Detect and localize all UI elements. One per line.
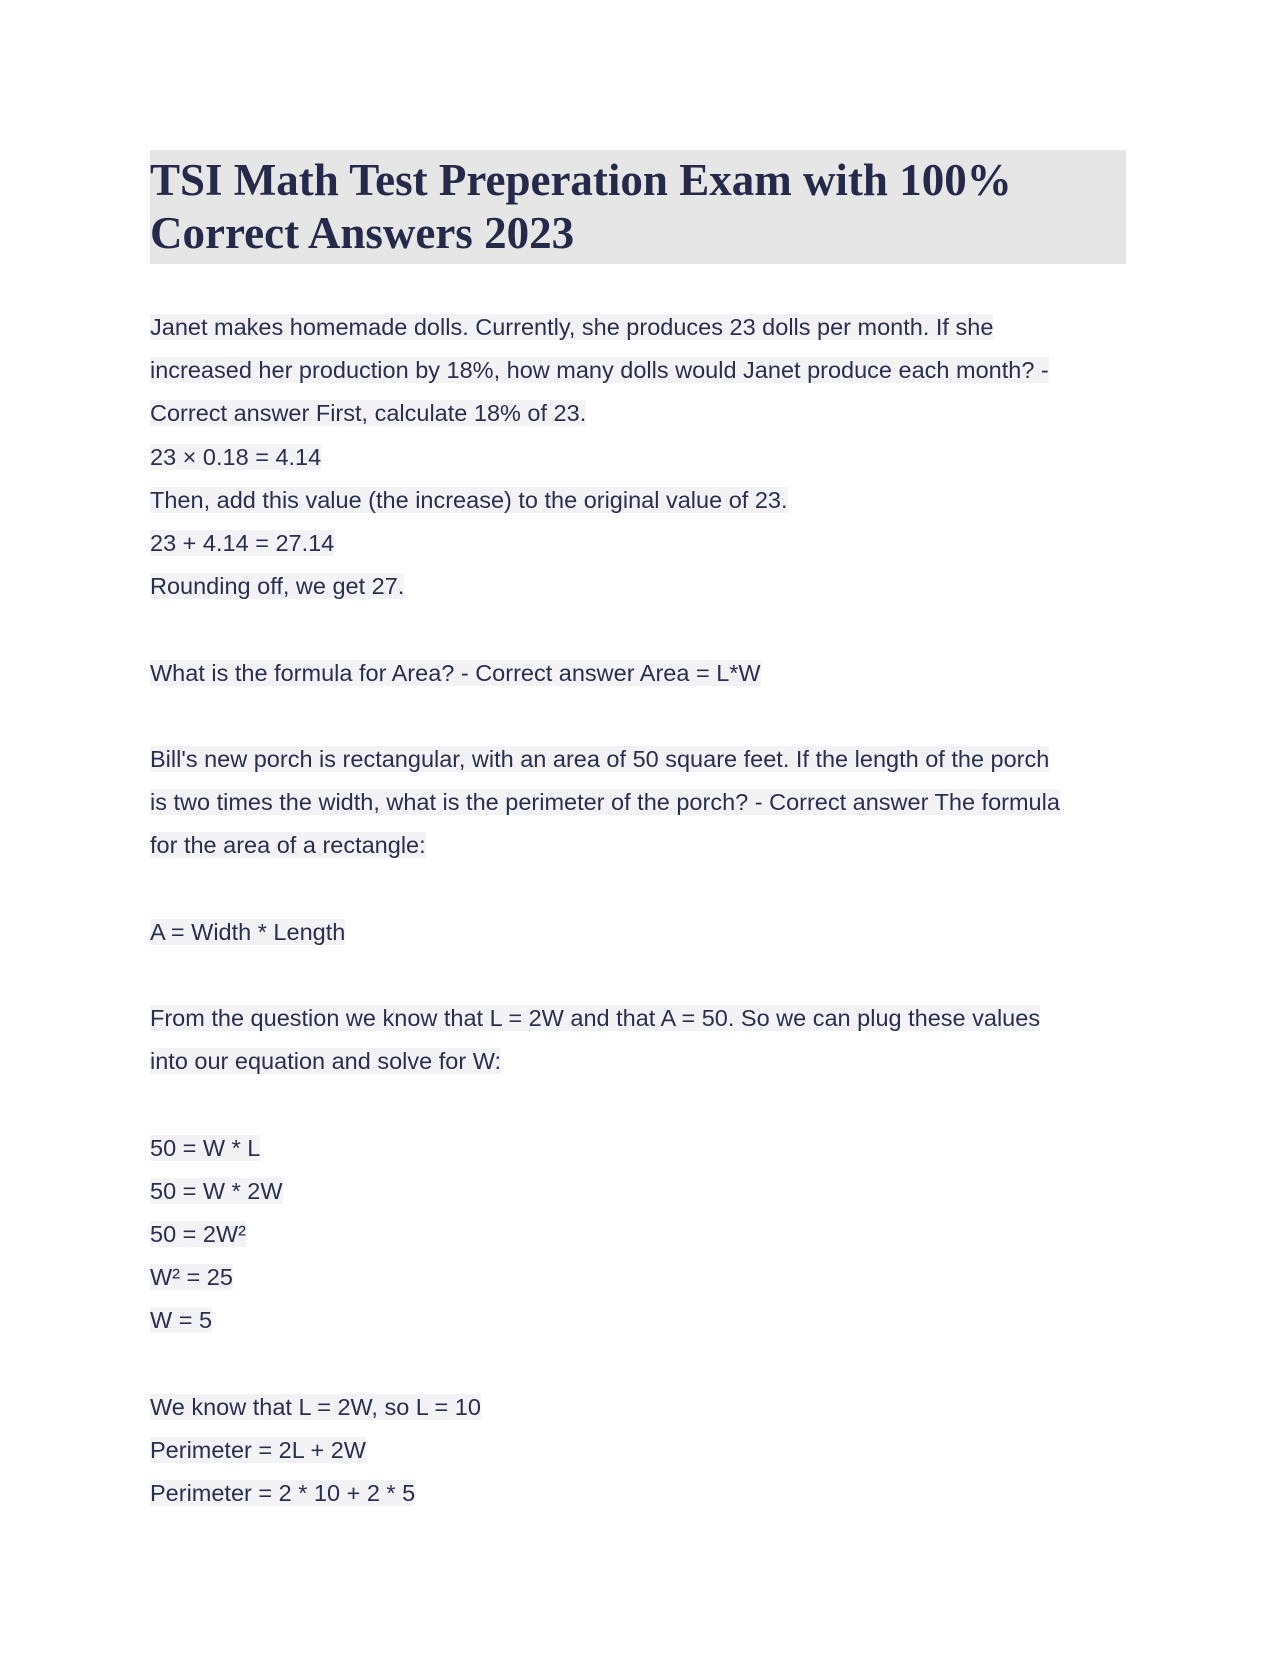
blank-line bbox=[150, 1343, 1126, 1386]
title-line-2: Correct Answers 2023 bbox=[150, 208, 575, 258]
text-line: for the area of a rectangle: bbox=[150, 832, 426, 859]
blank-line bbox=[150, 1083, 1126, 1126]
text-line: 50 = W * 2W bbox=[150, 1177, 283, 1204]
text-line: 50 = W * L bbox=[150, 1134, 261, 1161]
blank-line bbox=[150, 695, 1126, 738]
text-line: is two times the width, what is the perimeter of the porch? - Correct answer The formula bbox=[150, 789, 1060, 816]
text-line: A = Width * Length bbox=[150, 918, 346, 945]
text-line: into our equation and solve for W: bbox=[150, 1048, 501, 1075]
text-line: Bill's new porch is rectangular, with an area of 50 square feet. If the length of the porch bbox=[150, 745, 1050, 772]
text-line: 50 = 2W² bbox=[150, 1220, 246, 1247]
text-line: Perimeter = 2 * 10 + 2 * 5 bbox=[150, 1480, 416, 1507]
text-line: increased her production by 18%, how many dolls would Janet produce each month? - bbox=[150, 357, 1049, 384]
document-page bbox=[150, 150, 1126, 1515]
document-title bbox=[150, 150, 1126, 264]
document-body bbox=[150, 306, 1126, 1515]
text-line: Correct answer First, calculate 18% of 23. bbox=[150, 400, 587, 427]
text-line: From the question we know that L = 2W and that A = 50. So we can plug these values bbox=[150, 1005, 1041, 1031]
text-line: 23 + 4.14 = 27.14 bbox=[150, 529, 335, 556]
text-line: Rounding off, we get 27. bbox=[150, 573, 405, 600]
text-line: 23 × 0.18 = 4.14 bbox=[150, 443, 322, 470]
text-line: We know that L = 2W, so L = 10 bbox=[150, 1393, 481, 1420]
text-line: Perimeter = 2L + 2W bbox=[150, 1436, 366, 1463]
text-line: W² = 25 bbox=[150, 1264, 233, 1291]
text-line: Then, add this value (the increase) to the original value of 23. bbox=[150, 486, 788, 513]
blank-line bbox=[150, 954, 1126, 997]
text-line: Janet makes homemade dolls. Currently, she produces 23 dolls per month. If she bbox=[150, 314, 994, 340]
text-line: W = 5 bbox=[150, 1307, 213, 1334]
blank-line bbox=[150, 608, 1126, 651]
title-line-1: TSI Math Test Preperation Exam with 100% bbox=[150, 155, 1012, 205]
blank-line bbox=[150, 867, 1126, 910]
text-line: What is the formula for Area? - Correct answer Area = L*W bbox=[150, 659, 761, 686]
